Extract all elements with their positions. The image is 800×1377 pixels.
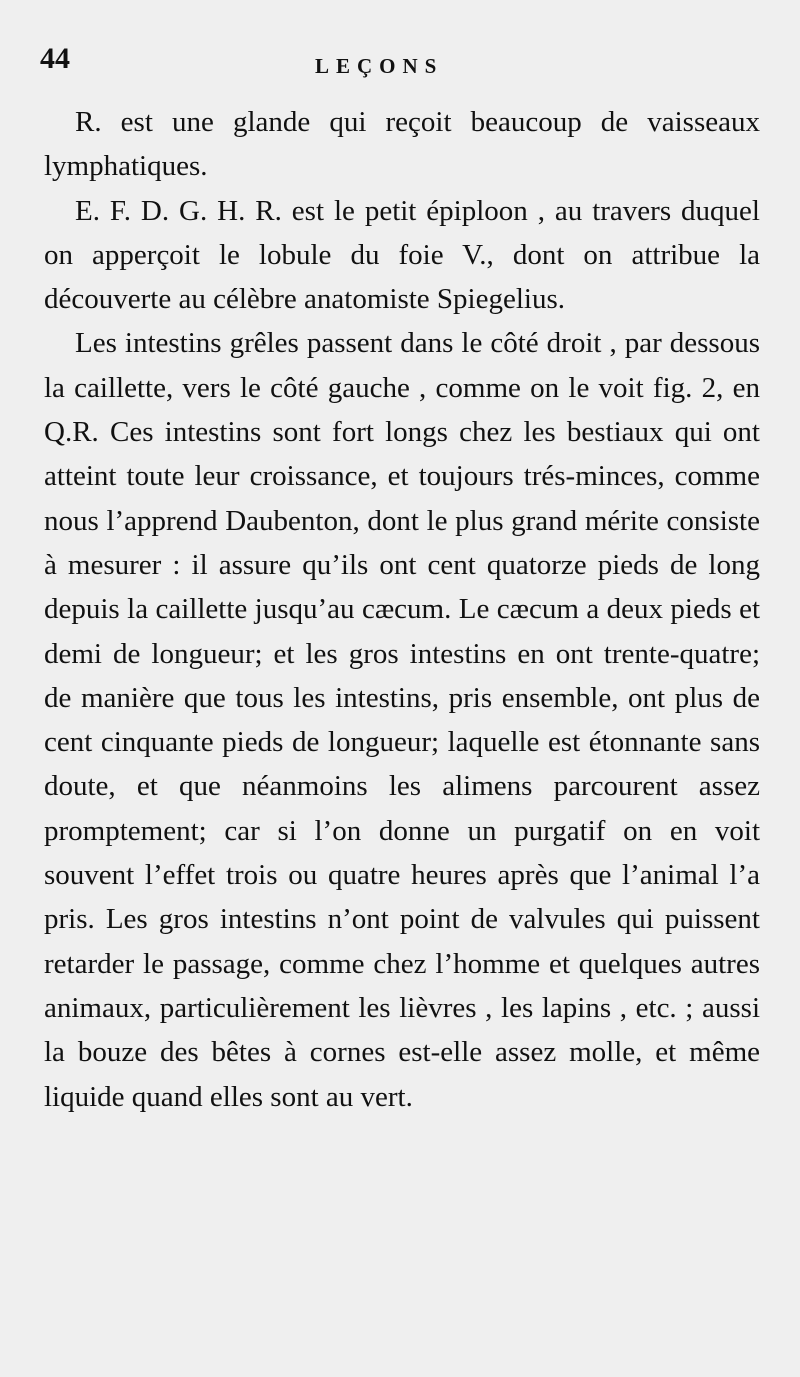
running-head: [40, 42, 760, 82]
paragraph-1: R. est une glande qui reçoit beaucoup de vaisseaux lymphatiques.: [44, 106, 760, 183]
running-title: LEÇONS: [315, 54, 444, 78]
paragraph-3: Les intestins grêles passent dans le côté droit , par dessous la caillette, vers le côté gauche , comme on le voit fig. 2, en Q.R. Ces intestins sont fort longs chez les bestiaux qui ont atteint toute leur croissance, et toujours trés-minces, comme nous l’apprend Daubenton, dont le plus grand mérite consiste à mesurer : il assure qu’ils ont cent quatorze pieds de long depuis la caillette jusqu’au cæcum. Le cæcum a deux pieds et demi de longueur; et les gros intestins en ont trente-quatre; de manière que tous les intestins, pris ensemble, ont plus de cent cinquante pieds de longueur; laquelle est étonnante sans doute, et que néanmoins les alimens parcourent assez promptement; car si l’on donne un purgatif on en voit souvent l’effet trois ou quatre heures après que l’animal l’a pris. Les gros intestins n’ont point de valvules qui puissent retarder le passage, comme chez l’homme et quelques autres animaux, particulièrement les lièvres , les lapins , etc. ; aussi la bouze des bêtes à cornes est-elle assez molle, et même liquide quand elles sont au vert.: [44, 327, 760, 1113]
page-number: 44: [40, 42, 70, 75]
body-text: [44, 100, 760, 1119]
paragraph-2: E. F. D. G. H. R. est le petit épiploon , au travers duquel on apperçoit le lobule du foie V., dont on attribue la découverte au célèbre anatomiste Spiegelius.: [44, 194, 760, 316]
